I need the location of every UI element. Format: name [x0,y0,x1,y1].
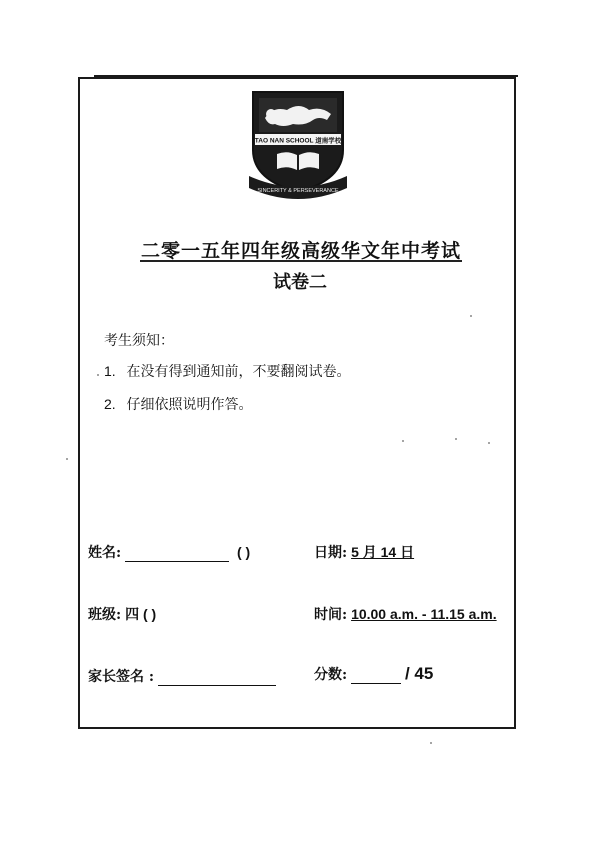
scan-speck [455,438,457,440]
notice-item [104,394,252,414]
crest-motto-text: SINCERITY & PERSEVERANCE [257,188,339,194]
score-field [314,664,433,684]
exam-title: 二零一五年四年级高级华文年中考试 [140,240,461,262]
scan-speck [430,742,432,744]
notice-item [104,361,350,381]
scan-speck [402,440,404,442]
paper-subtitle: 试卷二 [273,272,327,293]
crest-school-text: TAO NAN SCHOOL 道南学校 [254,137,342,145]
score-blank[interactable] [351,669,401,684]
notice-item-text: 仔细依照说明作答。 [126,397,253,413]
score-total: / 45 [404,664,434,683]
notice-item-text: 在没有得到通知前，不要翻阅试卷。 [126,364,351,380]
name-blank[interactable] [125,547,229,562]
name-label: 姓名: [88,545,122,561]
class-field[interactable] [88,604,156,624]
scan-speck [97,374,99,376]
notice-item-number: 2. [104,396,116,412]
class-label: 班级: [88,607,122,623]
index-number-paren[interactable]: ( ) [236,544,251,560]
date-value: 5 月 14 日 [351,544,415,560]
score-label: 分数: [314,667,348,683]
school-crest-logo [247,88,349,200]
class-value[interactable]: 四 ( ) [125,606,157,622]
time-label: 时间: [314,607,348,623]
parent-signature-label: 家长签名 : [88,669,155,685]
scan-speck [470,315,472,317]
notice-heading: 考生须知： [104,333,174,349]
title-underline [140,260,462,262]
time-value: 10.00 a.m. - 11.15 a.m. [351,606,497,622]
notice-item-number: 1. [104,363,116,379]
time-field [314,604,497,624]
date-label: 日期: [314,545,348,561]
date-field [314,542,414,562]
name-field[interactable] [88,542,250,562]
scan-speck [488,442,490,444]
parent-signature-blank[interactable] [158,671,276,686]
scan-speck [66,458,68,460]
parent-signature-field[interactable] [88,666,276,686]
